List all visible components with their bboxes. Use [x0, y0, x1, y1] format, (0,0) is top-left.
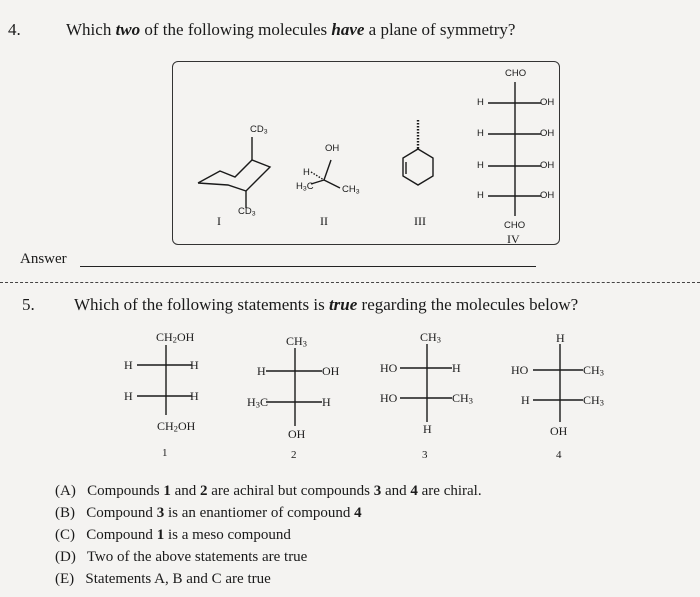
q5-m3-label: 3: [422, 449, 428, 461]
q5-m2-left-1: H: [257, 364, 266, 378]
mol2-ch3: $CH_3$: [342, 184, 360, 196]
q5-m1-left-1: H: [124, 358, 133, 372]
mol4-left-4: H: [477, 190, 484, 201]
q5-m3-left-1: HO: [380, 361, 398, 375]
q5-m4-label: 4: [556, 449, 562, 461]
mol1-cd3-bottom: $CD_3$: [238, 206, 256, 218]
answer-label: Answer: [20, 251, 67, 267]
q5-m1-right-2: H: [190, 389, 199, 403]
q5-m4-right-1: $CH_3$: [583, 363, 604, 378]
q5-molecule-3-fischer: [400, 344, 452, 422]
question-4-number: 4.: [8, 20, 21, 39]
q5-text-after: regarding the molecules below?: [357, 295, 579, 314]
section-divider: [0, 282, 700, 283]
q5-emphasis-true: true: [328, 295, 358, 314]
mol4-label: IV: [507, 232, 520, 246]
mol4-left-1: H: [477, 97, 484, 108]
answer-line[interactable]: [80, 266, 536, 267]
option-d-letter: (D): [55, 549, 76, 565]
q4-text-middle: of the following molecules: [140, 20, 332, 39]
option-e[interactable]: (E) Statements A, B and C are true: [55, 571, 271, 587]
q4-text-before: Which: [66, 20, 116, 39]
mol4-right-1: OH: [540, 97, 555, 108]
q5-text-before: Which of the following statements is: [74, 295, 329, 314]
q5-m1-top: $CH_2OH$: [156, 330, 195, 345]
option-a-letter: (A): [55, 483, 76, 499]
mol4-right-2: OH: [540, 128, 555, 139]
q5-molecule-4-fischer: [533, 344, 583, 422]
q5-m1-bottom: $CH_2OH$: [157, 419, 196, 434]
q5-m3-top: $CH_3$: [420, 330, 441, 345]
mol4-top-cho: CHO: [505, 68, 527, 79]
mol4-right-3: OH: [540, 160, 555, 171]
mol2-h3c: $H_3C$: [296, 181, 314, 193]
q5-m4-top: H: [556, 331, 565, 345]
q4-text-after: a plane of symmetry?: [364, 20, 516, 39]
mol3-label: III: [414, 214, 426, 228]
q5-m3-bottom: H: [423, 422, 432, 436]
mol4-bottom-cho: CHO: [504, 220, 526, 231]
q5-m2-left-2: $H_3C$: [247, 395, 268, 410]
mol2-h: H: [303, 167, 310, 178]
q5-molecule-2-fischer: [266, 348, 322, 426]
q5-m1-left-2: H: [124, 389, 133, 403]
molecule-3-ring: [403, 120, 433, 185]
q5-m2-right-1: OH: [322, 364, 340, 378]
q5-m2-right-2: H: [322, 395, 331, 409]
q5-m2-label: 2: [291, 449, 297, 461]
q5-m1-label: 1: [162, 447, 168, 459]
option-b[interactable]: (B) Compound 3 is an enantiomer of compound 4: [55, 505, 362, 521]
option-a[interactable]: (A) Compounds 1 and 2 are achiral but compounds 3 and 4 are chiral.: [55, 483, 482, 499]
q5-molecule-1-fischer: [137, 345, 192, 415]
mol2-label: II: [320, 214, 328, 228]
q5-m3-right-2: $CH_3$: [452, 391, 473, 406]
question-5-number: 5.: [22, 295, 35, 314]
q4-emphasis-have: have: [331, 20, 365, 39]
molecule-1-chair: [198, 137, 270, 208]
q4-emphasis-two: two: [115, 20, 141, 39]
mol4-left-3: H: [477, 160, 484, 171]
q5-m4-left-2: H: [521, 393, 530, 407]
mol1-label: I: [217, 214, 221, 228]
molecule-2-skeleton: [311, 160, 340, 188]
mol4-right-4: OH: [540, 190, 555, 201]
q5-m3-right-1: H: [452, 361, 461, 375]
q5-m3-left-2: HO: [380, 391, 398, 405]
option-d[interactable]: (D) Two of the above statements are true: [55, 549, 308, 565]
q5-m1-right-1: H: [190, 358, 199, 372]
option-c[interactable]: (C) Compound 1 is a meso compound: [55, 527, 291, 543]
mol2-oh: OH: [325, 143, 340, 154]
option-c-letter: (C): [55, 527, 75, 543]
molecule-4-fischer: [488, 82, 541, 216]
option-b-letter: (B): [55, 505, 75, 521]
mol4-left-2: H: [477, 128, 484, 139]
mol1-cd3-top: $CD_3$: [250, 124, 268, 136]
q5-m4-bottom: OH: [550, 424, 568, 438]
option-e-letter: (E): [55, 571, 75, 587]
q5-m2-bottom: OH: [288, 427, 306, 441]
question-5-text: [74, 295, 578, 315]
q5-m4-right-2: $CH_3$: [583, 393, 604, 408]
q5-m4-left-1: HO: [511, 363, 529, 377]
q5-m2-top: $CH_3$: [286, 334, 307, 349]
